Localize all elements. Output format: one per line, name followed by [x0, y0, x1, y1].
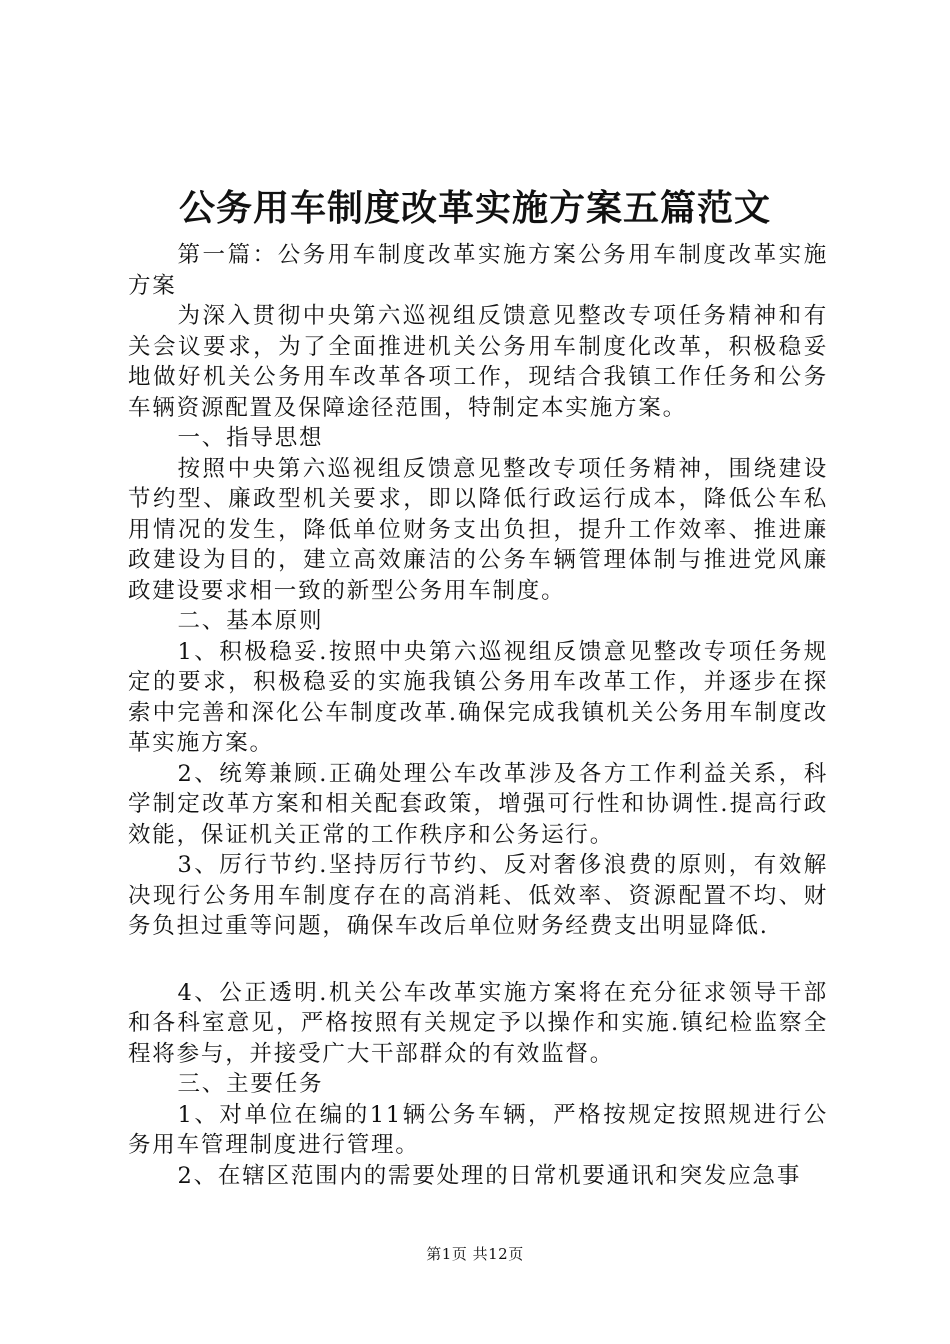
paragraph-principle-4: 4、公正透明.机关公车改革实施方案将在充分征求领导干部和各科室意见，严格按照有关规定予以操作和实施.镇纪检监察全程将参与，并接受广大干部群众的有效监督。 — [128, 979, 828, 1067]
paragraph-guiding-ideology: 按照中央第六巡视组反馈意见整改专项任务精神，围绕建设节约型、廉政型机关要求，即以降低行政运行成本，降低公车私用情况的发生，降低单位财务支出负担，提升工作效率、推进廉政建设为目的，建立高效廉洁的公务车辆管理体制与推进党风廉政建设要求相一致的新型公务用车制度。 — [128, 455, 828, 604]
document-body — [128, 240, 828, 1191]
section-heading-main-tasks: 三、主要任务 — [177, 1071, 324, 1097]
document-title: 公务用车制度改革实施方案五篇范文 — [178, 187, 771, 229]
section-heading-guiding-ideology: 一、指导思想 — [177, 425, 324, 451]
paragraph-intro: 为深入贯彻中央第六巡视组反馈意见整改专项任务精神和有关会议要求，为了全面推进机关公务用车制度化改革，积极稳妥地做好机关公务用车改革各项工作，现结合我镇工作任务和公务车辆资源配置及保障途径范围，特制定本实施方案。 — [128, 303, 828, 421]
paragraph-chapter-heading: 第一篇：公务用车制度改革实施方案公务用车制度改革实施方案 — [128, 242, 828, 299]
paragraph-principle-1: 1、积极稳妥.按照中央第六巡视组反馈意见整改专项任务规定的要求，积极稳妥的实施我镇公务用车改革工作，并逐步在探索中完善和深化公车制度改革.确保完成我镇机关公务用车制度改革实施方案。 — [128, 638, 828, 756]
paragraph-task-2: 2、在辖区范围内的需要处理的日常机要通讯和突发应急事 — [177, 1162, 802, 1189]
paragraph-principle-3: 3、厉行节约.坚持厉行节约、反对奢侈浪费的原则，有效解决现行公务用车制度存在的高消耗、低效率、资源配置不均、财务负担过重等问题，确保车改后单位财务经费支出明显降低. — [128, 852, 828, 939]
page-number-footer: 第1页 共12页 — [426, 1245, 524, 1263]
paragraph-task-1: 1、对单位在编的11辆公务车辆，严格按规定按照规进行公务用车管理制度进行管理。 — [128, 1101, 828, 1158]
section-heading-basic-principles: 二、基本原则 — [177, 608, 324, 634]
paragraph-principle-2: 2、统筹兼顾.正确处理公车改革涉及各方工作利益关系，科学制定改革方案和相关配套政策，增强可行性和协调性.提高行政效能，保证机关正常的工作秩序和公务运行。 — [128, 760, 828, 848]
